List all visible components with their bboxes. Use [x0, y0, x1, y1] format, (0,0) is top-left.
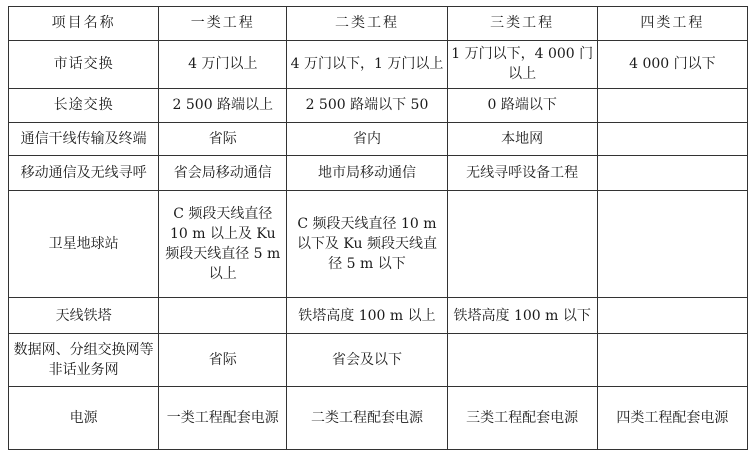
row-label: 天线铁塔 [9, 298, 159, 334]
table-cell [597, 298, 747, 334]
header-cell: 项目名称 [9, 7, 159, 41]
table-cell: 二类工程配套电源 [287, 386, 447, 449]
table-cell [597, 191, 747, 298]
table-row [9, 334, 748, 387]
table-cell [597, 156, 747, 191]
table-row [9, 298, 748, 334]
table-cell: 4 000 门以下 [597, 40, 747, 88]
table-cell: C 频段天线直径 10 m 以下及 Ku 频段天线直径 5 m 以下 [287, 191, 447, 298]
table-row [9, 122, 748, 156]
table-cell [159, 298, 287, 334]
table-cell: 1 万门以下，4 000 门以上 [447, 40, 597, 88]
row-label: 移动通信及无线寻呼 [9, 156, 159, 191]
table-cell: 一类工程配套电源 [159, 386, 287, 449]
table-cell: 0 路端以下 [447, 89, 597, 123]
row-label: 电源 [9, 386, 159, 449]
table-cell: 2 500 路端以上 [159, 89, 287, 123]
table-cell: 三类工程配套电源 [447, 386, 597, 449]
table-row [9, 191, 748, 298]
row-label: 市话交换 [9, 40, 159, 88]
table-header-row [9, 7, 748, 41]
table-cell: 2 500 路端以下 50 [287, 89, 447, 123]
table-cell: 铁塔高度 100 m 以上 [287, 298, 447, 334]
table-cell: 四类工程配套电源 [597, 386, 747, 449]
table-cell: 省内 [287, 122, 447, 156]
table-cell: 省际 [159, 334, 287, 387]
table-cell [597, 89, 747, 123]
header-cell: 二类工程 [287, 7, 447, 41]
row-label: 数据网、分组交换网等非话业务网 [9, 334, 159, 387]
table-cell: 省会局移动通信 [159, 156, 287, 191]
table-cell [597, 334, 747, 387]
table-cell: C 频段天线直径 10 m 以上及 Ku 频段天线直径 5 m 以上 [159, 191, 287, 298]
row-label: 通信干线传输及终端 [9, 122, 159, 156]
table-cell [447, 334, 597, 387]
header-cell: 四类工程 [597, 7, 747, 41]
table-cell [597, 122, 747, 156]
table-cell: 铁塔高度 100 m 以下 [447, 298, 597, 334]
table-row [9, 156, 748, 191]
table-cell: 4 万门以上 [159, 40, 287, 88]
table-cell: 本地网 [447, 122, 597, 156]
table-cell: 省际 [159, 122, 287, 156]
table-row [9, 386, 748, 449]
table-cell: 4 万门以下，1 万门以上 [287, 40, 447, 88]
table-cell: 省会及以下 [287, 334, 447, 387]
row-label: 长途交换 [9, 89, 159, 123]
header-cell: 三类工程 [447, 7, 597, 41]
table-cell: 地市局移动通信 [287, 156, 447, 191]
table-row [9, 40, 748, 88]
header-cell: 一类工程 [159, 7, 287, 41]
table-row [9, 89, 748, 123]
table-cell [447, 191, 597, 298]
row-label: 卫星地球站 [9, 191, 159, 298]
engineering-classification-table [8, 6, 748, 450]
table-cell: 无线寻呼设备工程 [447, 156, 597, 191]
